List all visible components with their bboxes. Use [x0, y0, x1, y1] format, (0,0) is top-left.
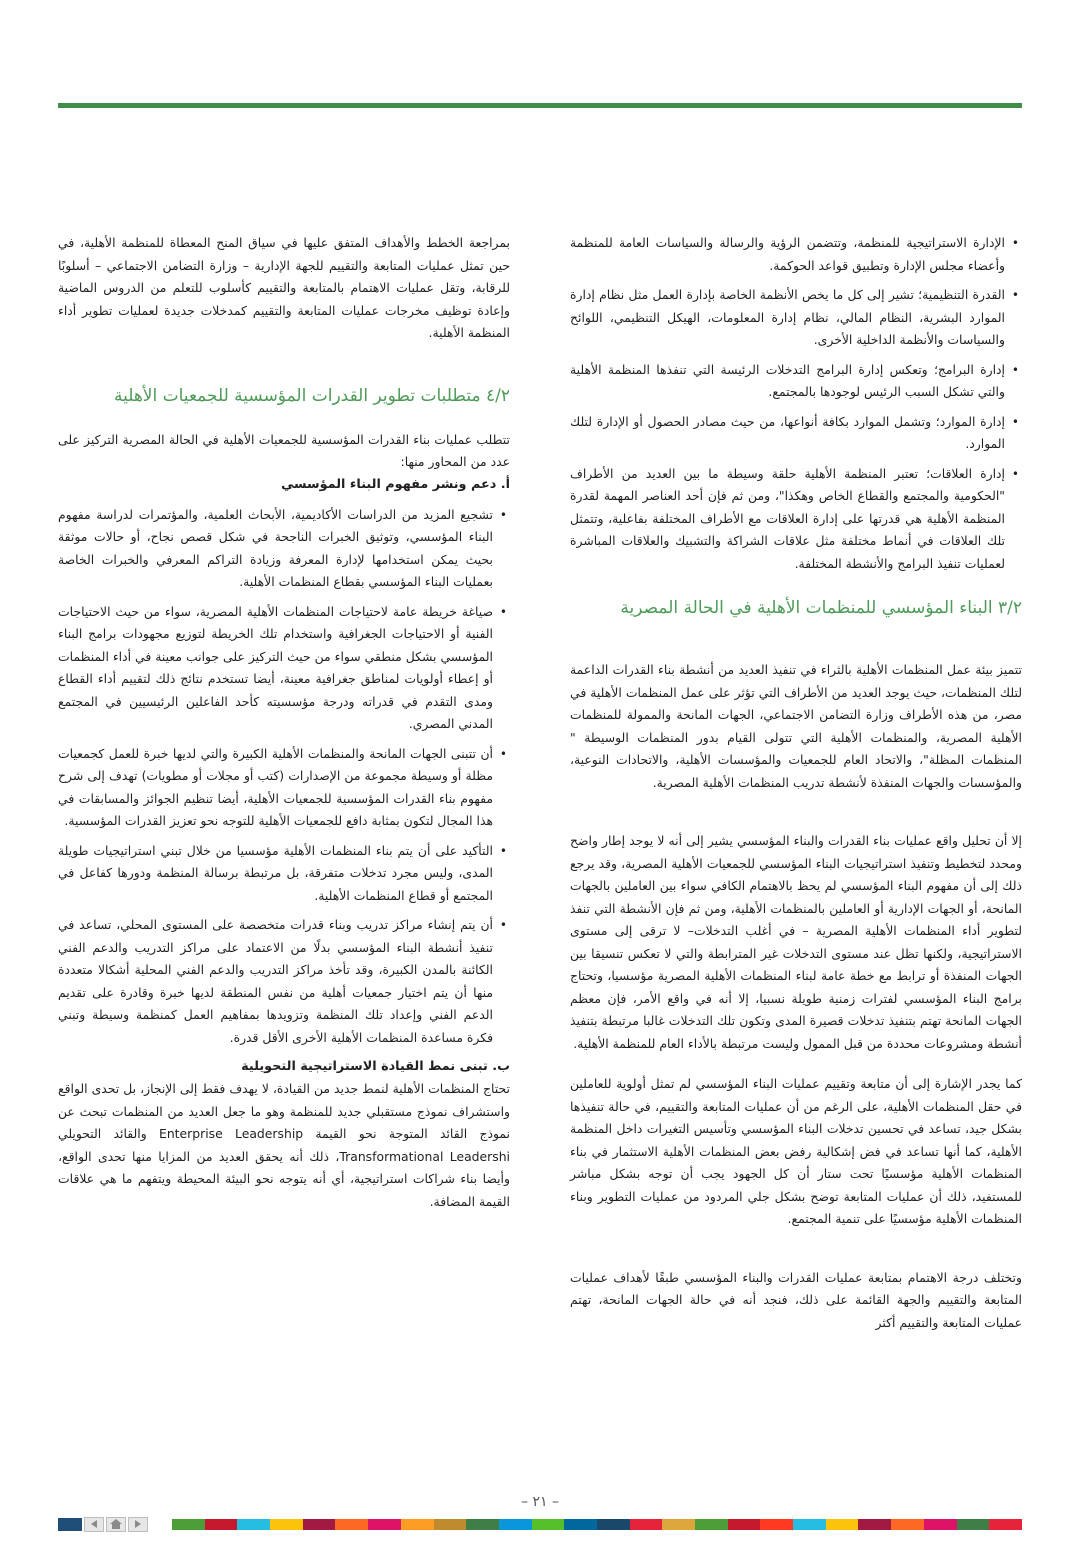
- color-strip-segment: [434, 1519, 467, 1530]
- paragraph: تحتاج المنظمات الأهلية لنمط جديد من القيادة، لا يهدف فقط إلى الإنجاز، بل تحدى الواقع واستشراف نموذج مستقبلي جديد للمنظمة وهو ما جعل العديد من المنظمات تبحث عن نموذج القائد المتوجة نحو القيمة Enterprise Leadership والقائد التحويلي Transformational Leadershi، ذلك أنه يحقق العديد من المزايا منها تحدى الواقع، وأيضا بناء شراكات استراتيجية، أي أنه يتوجه نحو البيئة المحيطة ويتفهم ما هي علاقات القيمة المضافة.: [58, 1081, 510, 1209]
- color-strip-segment: [401, 1519, 434, 1530]
- list-item: • صياغة خريطة عامة لاحتياجات المنظمات الأهلية المصرية، سواء من حيث الاحتياجات الفنية أو الاحتياجات الجغرافية واستخدام تلك الخريطة لتوزيع مجهودات برامج البناء المؤسسي بشكل منطقي سواء من حيث التركيز على جوانب معينة في أداء المنظمات أو إعطاء أولويات لمناطق جغرافية معينة، أيضا تستخدم نتائج ذلك لتقييم أداء القطاع ومدى التقدم في قدراته ودرجة مؤسسيته كأحد الفاعلين الرئيسيين في المجتمع المدني المصري.: [58, 601, 510, 736]
- color-strip-segment: [858, 1519, 891, 1530]
- left-column: [58, 232, 510, 1213]
- color-strip-segment: [793, 1519, 826, 1530]
- capacity-areas-list: [570, 232, 1022, 575]
- list-item: • إدارة الموارد؛ وتشمل الموارد بكافة أنواعها، من حيث مصادر الحصول أو الإدارة لتلك الموارد.: [570, 411, 1022, 456]
- color-strip-segment: [728, 1519, 761, 1530]
- color-strip-segment: [760, 1519, 793, 1530]
- color-strip-segment: [499, 1519, 532, 1530]
- color-strip-segment: [630, 1519, 663, 1530]
- nav-color-block: [58, 1518, 82, 1531]
- list-item: • أن يتم إنشاء مراكز تدريب وبناء قدرات متخصصة على المستوى المحلي، تساعد في تنفيذ أنشطة البناء المؤسسي بدلًا من الاعتماد على مراكز التدريب والدعم الفني الكائنة بالمدن الكبيرة، وقد تأخذ مراكز التدريب والدعم الفني المحلية أشكالا متعددة منها أن يتم اختيار جمعيات أهلية من نفس المنطقة لديها خبرة وقادرة على تقديم الدعم الفني وإعداد تلك المنظمة وتزويدها بمفاهيم العمل كمنظمة وسيطة وتبني فكرة مساعدة المنظمات الأهلية الأخرى الأقل قدرة.: [58, 914, 510, 1049]
- arrow-right-icon[interactable]: [128, 1517, 148, 1532]
- arrow-left-icon[interactable]: [84, 1517, 104, 1532]
- color-strip-segment: [989, 1519, 1022, 1530]
- color-strip-segment: [957, 1519, 990, 1530]
- color-strip-segment: [270, 1519, 303, 1530]
- paragraph: تتطلب عمليات بناء القدرات المؤسسية للجمعيات الأهلية في الحالة المصرية التركيز على عدد من المحاور منها:: [58, 431, 510, 469]
- paragraph: تتميز بيئة عمل المنظمات الأهلية بالثراء في تنفيذ العديد من أنشطة بناء القدرات الداعمة لتلك المنظمات، حيث يوجد العديد من الأطراف التي تؤثر على عمل المنظمات الأهلية في مصر، من هذه الأطراف وزارة التضامن الاجتماعي، الجهات المانحة والممولة للمنظمات الأهلية المصرية، والمنظمات الأهلية التي تتولى القيام بدور المنظمات الوسيطة " المنظمات المظلة"، والاتحاد العام للجمعيات والمؤسسات الأهلية، والاتحادات النوعية، والمؤسسات والجهات المنفذة لأنشطة تدريب المنظمات الأهلية المصرية.: [570, 662, 1022, 790]
- color-strip-segment: [303, 1519, 336, 1530]
- color-strip-segment: [826, 1519, 859, 1530]
- paragraph: بمراجعة الخطط والأهداف المتفق عليها في سياق المنح المعطاة للمنظمة الأهلية، في حين تمثل عمليات المتابعة والتقييم للجهة الإدارية – وزارة التضامن الاجتماعي – أسلوبًا للرقابة، وتقل عمليات الاهتمام بالمتابعة والتقييم كأسلوب للتعلم من الدروس الماضية وإعادة توظيف مخرجات عمليات المتابعة والتقييم كمدخلات جديدة لعمليات تطوير أداء المنظمة الأهلية.: [58, 235, 510, 340]
- color-strip-segment: [172, 1519, 205, 1530]
- list-item: • القدرة التنظيمية؛ تشير إلى كل ما يخص الأنظمة الخاصة بإدارة العمل مثل نظام إدارة الموارد البشرية، النظام المالي، نظام إدارة المعلومات، الهيكل التنظيمي، اللوائح والسياسات والأنظمة الداخلية الأخرى.: [570, 284, 1022, 352]
- color-strip-segment: [466, 1519, 499, 1530]
- color-strip-segment: [597, 1519, 630, 1530]
- section-heading-4-2: ٤/٢ متطلبات تطوير القدرات المؤسسية للجمعيات الأهلية: [113, 385, 510, 406]
- color-strip-segment: [564, 1519, 597, 1530]
- list-item: • التأكيد على أن يتم بناء المنظمات الأهلية مؤسسيا من خلال تبني استراتيجيات طويلة المدى، وليس مجرد تدخلات متفرقة، بل مرتبطة برسالة المنظمة ودورها كفاعل في المجتمع أو قطاع المنظمات الأهلية.: [58, 840, 510, 908]
- color-strip: [172, 1519, 1022, 1530]
- header-rule: [58, 103, 1022, 108]
- color-strip-segment: [335, 1519, 368, 1530]
- color-strip-segment: [205, 1519, 238, 1530]
- color-strip-segment: [532, 1519, 565, 1530]
- color-strip-segment: [368, 1519, 401, 1530]
- color-strip-segment: [891, 1519, 924, 1530]
- color-strip-segment: [662, 1519, 695, 1530]
- list-item: • أن تتبنى الجهات المانحة والمنظمات الأهلية الكبيرة والتي لديها خبرة للعمل كجمعيات مظلة أو وسيطة مجموعة من الإصدارات (كتب أو مجلات أو مطويات) تهدف إلى شرح مفهوم بناء القدرات المؤسسية للجمعيات الأهلية، أيضا تنظيم الجوائز والمسابقات في هذا المجال لتكون بمثابة دافع للجمعيات الأهلية للتوجه نحو تعزيز القدرات المؤسسية.: [58, 743, 510, 833]
- list-item: • إدارة البرامج؛ وتعكس إدارة البرامج التدخلات الرئيسة التي تنفذها المنظمة الأهلية والتي تشكل السبب الرئيس لوجودها بالمجتمع.: [570, 359, 1022, 404]
- color-strip-segment: [237, 1519, 270, 1530]
- home-icon[interactable]: [106, 1517, 126, 1532]
- paragraph: إلا أن تحليل واقع عمليات بناء القدرات والبناء المؤسسي يشير إلى أنه لا يوجد إطار واضح ومحدد لتخطيط وتنفيذ استراتيجيات البناء المؤسسي للجمعيات الأهلية المصرية، وقد يرجع ذلك إلى أن مفهوم البناء المؤسسي لم يحظ بالاهتمام الكافي سواء بين العاملين بالجهات المانحة، أو الجهات الإدارية أو العاملين بالمنظمات الأهلية، ومن ثم فإن الأنشطة التي تنفذ لتطوير أداء المنظمات الأهلية المصرية – في أغلب التدخلات– لا ترقى إلى مستوى الاستراتيجية، ولكنها تظل عند مستوى التدخلات غير المترابطة والتي لا تعكس تنسيقا بين الجهات المنفذة أو ترابط مع خطة عامة لبناء المنظمات الأهلية المصرية مؤسسيا، وتحتاج برامج البناء المؤسسي لفترات زمنية طويلة نسبيا، إلا أنه في واقع الأمر، فإن معظم الجهات المانحة تهتم بتنفيذ تدخلات قصيرة المدى وتكون تلك التدخلات غالبا مرتبطة بتنفيذ أنشطة ومشروعات محددة من قبل الممول وليست مرتبطة بالأداء العام للمنظمة الأهلية.: [570, 833, 1022, 1051]
- subheading-a: أ. دعم ونشر مفهوم البناء المؤسسي: [281, 476, 510, 492]
- right-column: [570, 232, 1022, 1334]
- list-item: • الإدارة الاستراتيجية للمنظمة، وتتضمن الرؤية والرسالة والسياسات العامة للمنظمة وأعضاء مجلس الإدارة وتطبيق قواعد الحوكمة.: [570, 232, 1022, 277]
- list-item: • تشجيع المزيد من الدراسات الأكاديمية، الأبحاث العلمية، والمؤتمرات لدراسة مفهوم البناء المؤسسي، وتوثيق الخبرات الناجحة في شكل قصص نجاح، أو حالات موثقة بحيث يمكن استخدامها لإدارة المعرفة وزيادة التراكم المعرفي والخبرات الخاصة بعمليات البناء المؤسسي بقطاع المنظمات الأهلية.: [58, 504, 510, 594]
- page-navigation: [58, 1516, 148, 1532]
- paragraph: وتختلف درجة الاهتمام بمتابعة عمليات القدرات والبناء المؤسسي طبقًا لأهداف عمليات المتابعة والتقييم والجهة القائمة على ذلك، فنجد أنه في حالة الجهات المانحة، تهتم عمليات المتابعة والتقييم أكثر: [570, 1269, 1022, 1330]
- page-number: – ٢١ –: [521, 1494, 559, 1510]
- list-item: • إدارة العلاقات؛ تعتبر المنظمة الأهلية حلقة وسيطة ما بين العديد من الأطراف "الحكومية والمجتمع والقطاع الخاص وهكذا"، ومن ثم فإن أحد العناصر المهمة لقدرة المنظمة الأهلية هي قدرتها على إدارة العلاقات مع الأطراف المختلفة بفاعلية، وتتمثل تلك العلاقات في أنماط مختلفة مثل علاقات الشراكة والتشبيك والعلاقات المباشرة لعمليات تنفيذ البرامج والأنشطة المختلفة.: [570, 463, 1022, 576]
- subheading-b: ب. تبنى نمط القيادة الاستراتيجية التحويلية: [241, 1059, 510, 1074]
- color-strip-segment: [695, 1519, 728, 1530]
- color-strip-segment: [924, 1519, 957, 1530]
- paragraph: كما يجدر الإشارة إلى أن متابعة وتقييم عمليات البناء المؤسسي لم تمثل أولوية للعاملين في حقل المنظمات الأهلية، على الرغم من أن عمليات المتابعة والتقييم، في حالة تنفيذها بشكل جيد، تساعد في تحسين تدخلات البناء المؤسسي وتأسيس التغيرات داخل المنظمة الأهلية، كما أنها تساعد في فض إشكالية رفض بعض المنظمات الأهلية الاستثمار في بناء المنظمات الأهلية مؤسسيًا تحت ستار أن كل الجهود يجب أن توجه بشكل مباشر للمستفيد، ذلك أن عمليات المتابعة توضح بشكل جلي المردود من عمليات التطوير وبناء المنظمات الأهلية مؤسسيًا على تنمية المجتمع.: [570, 1076, 1022, 1226]
- section-heading-3-2: ٣/٢ البناء المؤسسي للمنظمات الأهلية في الحالة المصرية: [620, 598, 1022, 618]
- requirements-list: [58, 504, 510, 1050]
